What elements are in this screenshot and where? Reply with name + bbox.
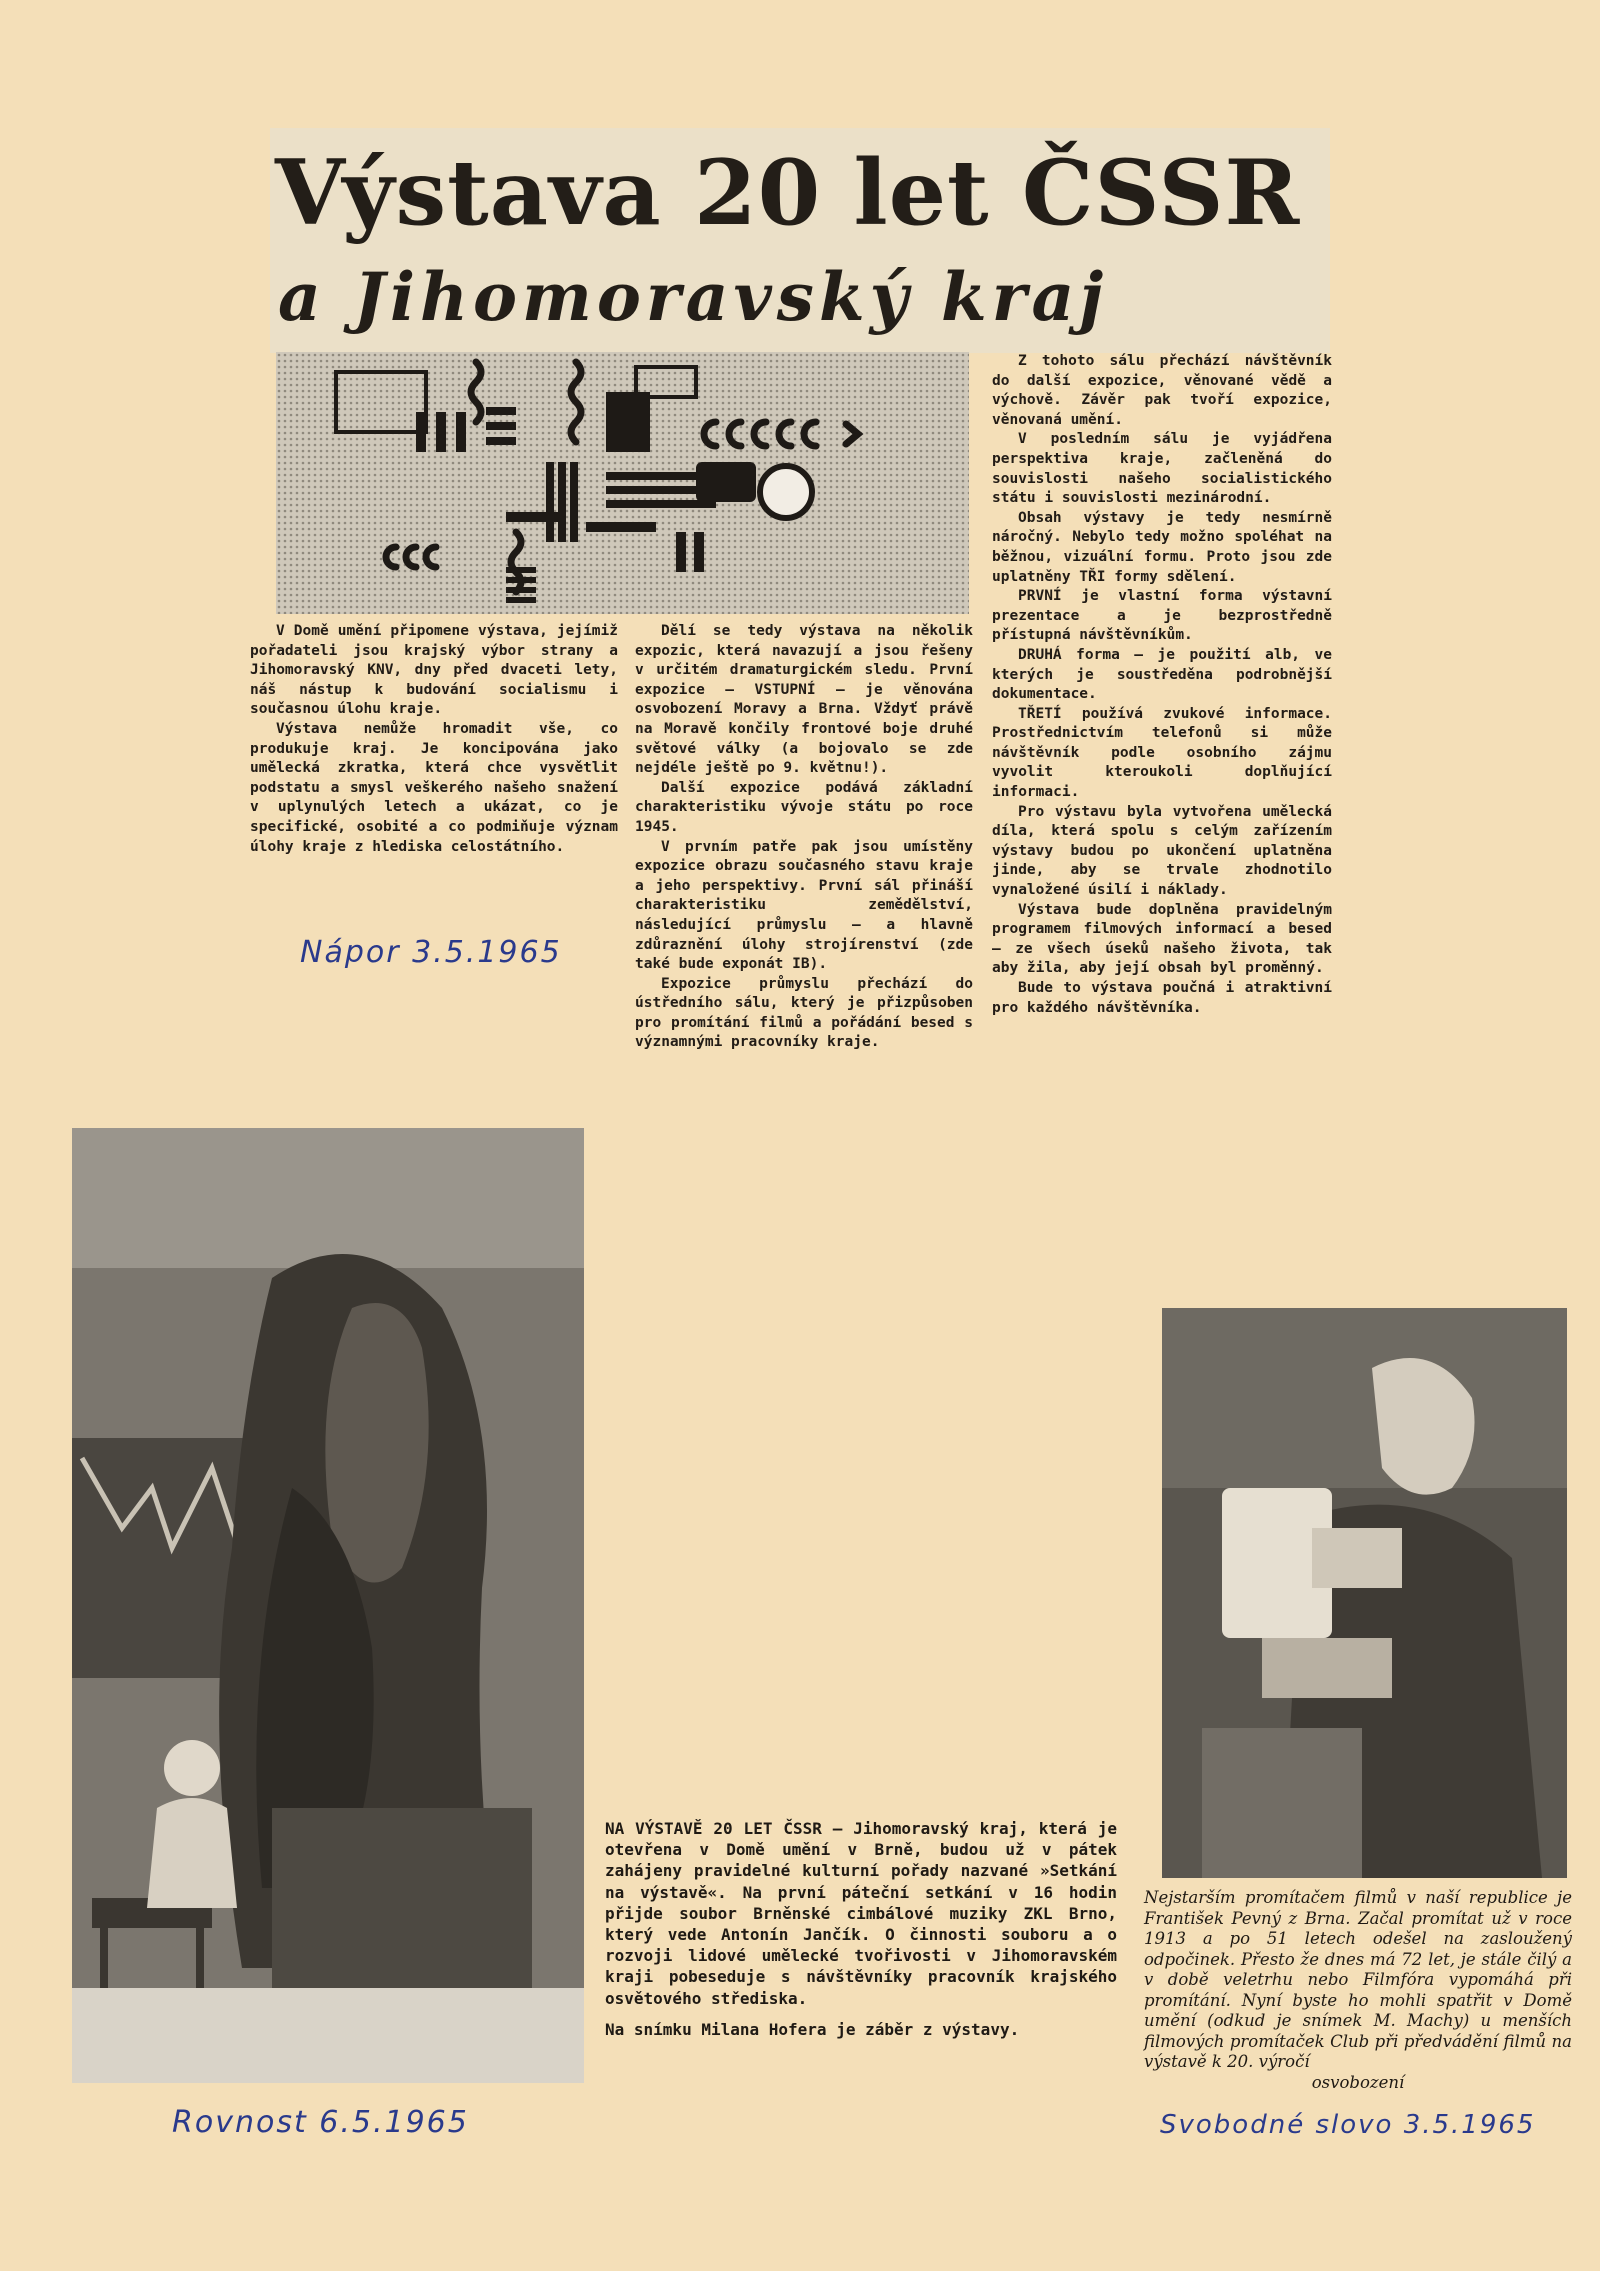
handwritten-source-rovnost: Rovnost 6.5.1965 (172, 2105, 469, 2140)
paragraph: Bude to výstava poučná i atraktivní pro každého návštěvníka. (992, 980, 1332, 1016)
paragraph: Výstava bude doplněna pravidelným programem filmových informací a besed — ze všech úseků našeho života, tak aby žila, aby její obsah byl proměnný. (992, 901, 1332, 977)
caption-text: NA VÝSTAVĚ 20 LET ČSSR — Jihomoravský kraj, která je otevřena v Domě umění v Brně, budou už v pátek zahájeny pravidelné kulturní pořady nazvané »Setkání na výstavě«. Na první páteční setkání v 16 hodin přijde soubor Brněnské cimbálové muziky ZKL Brno, který vede Antonín Jančík. O činnosti souboru a o rozvoji lidové umělecké tvořivosti v Jihomoravském kraji pobeseduje s návštěvníky pracovník krajského osvětového střediska. (605, 1819, 1117, 2008)
article-subheadline: a Jihomoravský kraj (278, 258, 1109, 336)
paragraph: V posledním sálu je vyjádřena perspektiva kraje, začleněná do souvislosti našeho socialistického státu i souvislosti mezinárodní. (992, 431, 1332, 507)
projectionist-photo (1162, 1308, 1567, 1878)
paragraph: TŘETÍ používá zvukové informace. Prostřednictvím telefonů si může návštěvník podle osobního zájmu vyvolit kteroukoli doplňující informaci. (992, 705, 1332, 801)
handwritten-source-svobodne-slovo: Svobodné slovo 3.5.1965 (1160, 2110, 1536, 2140)
exhibition-sculpture-photo (72, 1128, 584, 2083)
article-headline: Výstava 20 let ČSSR (275, 140, 1301, 246)
article-column-2 (635, 622, 973, 1053)
artwork-graphic (276, 352, 969, 614)
photo-credit: Na snímku Milana Hofera je záběr z výstavy. (605, 2019, 1020, 2039)
sculpture-photo-graphic (72, 1128, 584, 2083)
projectionist-photo-graphic (1162, 1308, 1567, 1878)
paragraph: PRVNÍ je vlastní forma výstavní prezentace a je bezprostředně přístupná návštěvníkům. (992, 588, 1332, 644)
paragraph: Z tohoto sálu přechází návštěvník do další expozice, věnované vědě a výchově. Závěr pak tvoří expozice, věnovaná umění. (992, 353, 1332, 428)
handwritten-source-napor: Nápor 3.5.1965 (300, 935, 562, 970)
abstract-artwork-image (276, 352, 969, 614)
article-column-1 (250, 622, 618, 857)
paragraph: V prvním patře pak jsou umístěny expozice obrazu současného stavu kraje a jeho perspektivy. První sál přináší charakteristiku zemědělství, následující průmyslu — a hlavně zdůraznění úlohy strojírenství (zde také bude exponát IB). (635, 838, 973, 973)
paragraph: Obsah výstavy je tedy nesmírně náročný. Nebylo tedy možno spoléhat na běžnou, vizuální formu. Proto jsou zde uplatněny TŘI formy sdělení. (992, 509, 1332, 585)
paragraph: Další expozice podává základní charakteristiku vývoje státu po roce 1945. (635, 779, 973, 835)
paragraph: Dělí se tedy výstava na několik expozic, která navazují a jsou řešeny v určitém dramaturgickém sledu. První expozice — VSTUPNÍ — je věnována osvobození Moravy a Brna. Vždyť právě na Moravě končily frontové boje druhé světové války (a bojovalo se zde nejdéle ještě po 9. květnu!). (635, 623, 973, 777)
paragraph: Pro výstavu byla vytvořena umělecká díla, která spolu s celým zařízením výstavy budou po ukončení uplatněna jinde, aby se trvale zhodnotilo vynaložené úsilí i náklady. (992, 803, 1332, 899)
caption-text: Nejstarším promítačem filmů v naší republice je František Pevný z Brna. Začal promítat už v roce 1913 a po 51 letech odešel na zasloužený odpočinek. Přesto že dnes má 72 let, je stále čilý a v době veletrhu nebo Filmfóra vypomáhá při promítání. Nyní byste ho mohli spatřit v Domě umění (odkud je snímek M. Machy) u menších filmových promítaček Club při předvádění filmů na výstavě k 20. výročí (1144, 1888, 1572, 2071)
paragraph: V Domě umění připomene výstava, jejímiž pořadateli jsou krajský výbor strany a Jihomoravský KNV, dny před dvaceti lety, náš nástup k budování socialismu i současnou úlohu kraje. (250, 623, 618, 718)
paragraph: Expozice průmyslu přechází do ústředního sálu, který je přizpůsoben pro promítání filmů a pořádání besed s významnými pracovníky kraje. (635, 975, 973, 1051)
caption-text-end: osvobození (1311, 2072, 1405, 2092)
clipping-rovnost-caption (605, 1818, 1117, 2040)
paragraph: DRUHÁ forma — je použití alb, ve kterých je soustředěna podrobnější dokumentace. (992, 646, 1332, 703)
article-column-3 (992, 352, 1332, 1018)
clipping-svobodne-slovo-caption (1144, 1888, 1572, 2093)
paragraph: Výstava nemůže hromadit vše, co produkuje kraj. Je koncipována jako umělecká zkratka, která chce vysvětlit podstatu a smysl veškerého našeho snažení v uplynulých letech a ukázat, co je specifické, osobité a co podmiňuje význam úlohy kraje z hlediska celostátního. (250, 720, 618, 855)
